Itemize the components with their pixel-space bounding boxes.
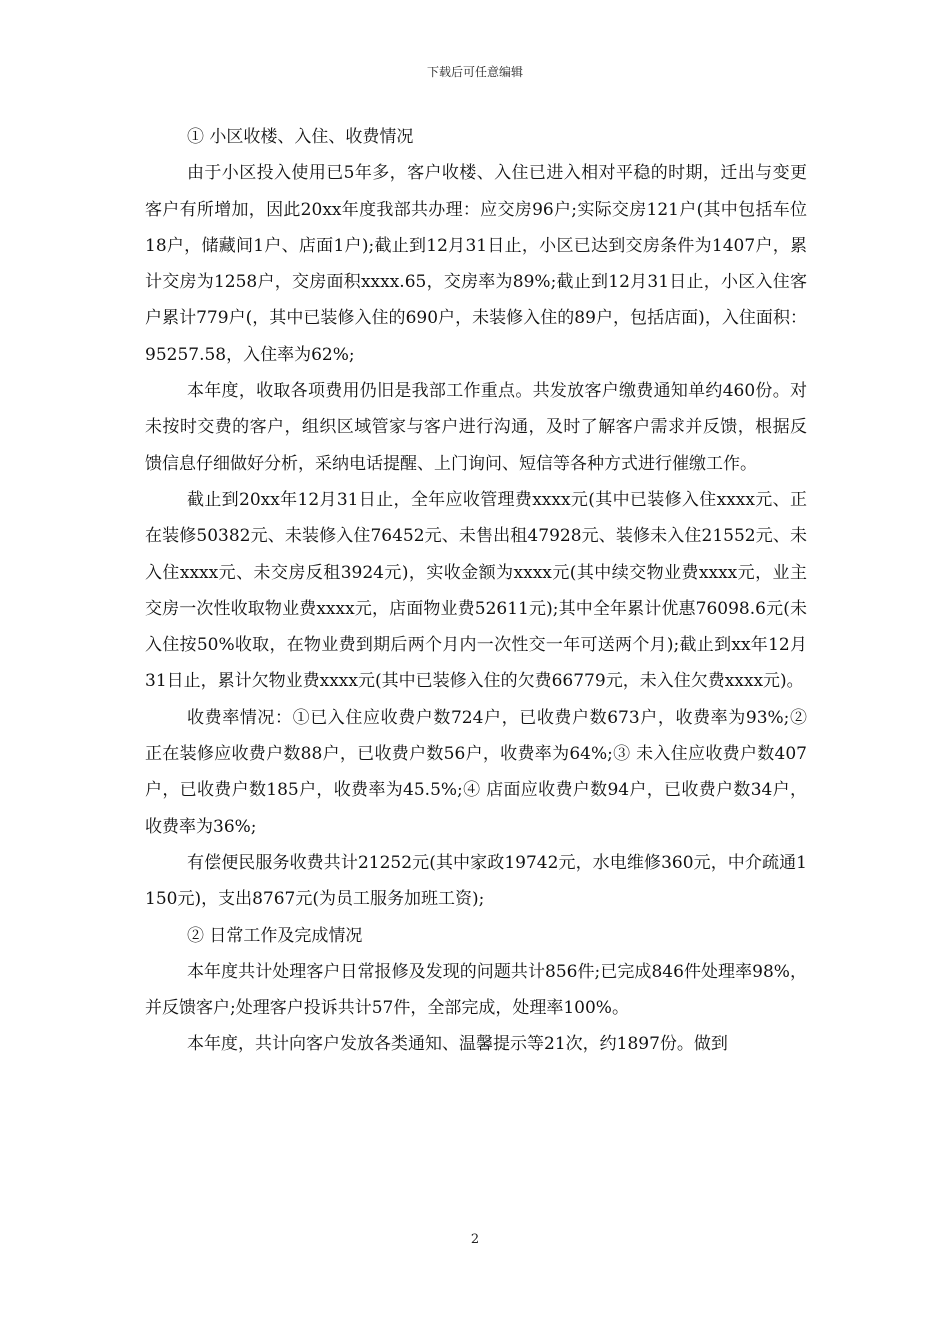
section-heading-daily-work: ② 日常工作及完成情况: [187, 925, 363, 946]
paragraph-paid-services: 有偿便民服务收费共计21252元(其中家政19742元，水电维修360元，中介疏通1150元)，支出8767元(为员工服务加班工资);: [145, 852, 807, 910]
paragraph-management-fee-totals: 截止到20xx年12月31日止，全年应收管理费xxxx元(其中已装修入住xxxx元、正在装修50382元、未装修入住76452元、未售出租47928元、装修未入住21552元、未入住xxxx元、未交房反租3924元)，实收金额为xxxx元(其中续交物业费xxxx元，业主交房一次性收取物业费xxxx元，店面物业费52611元);其中全年累计优惠76098.6元(未入住按50%收取，在物业费到期后两个月内一次性交一年可送两个月);截止到xx年12月31日止，累计欠物业费xxxx元(其中已装修入住的欠费66779元，未入住欠费xxxx元)。: [145, 489, 807, 692]
paragraph-fee-collection: 本年度，收取各项费用仍旧是我部工作重点。共发放客户缴费通知单约460份。对未按时交费的客户，组织区域管家与客户进行沟通，及时了解客户需求并反馈，根据反馈信息仔细做好分析，采纳电话提醒、上门询问、短信等各种方式进行催缴工作。: [145, 381, 807, 474]
page-number: 2: [470, 1232, 480, 1247]
page-header: 下载后可任意编辑: [426, 65, 523, 79]
paragraph-collection-rates: 收费率情况：①已入住应收费户数724户，已收费户数673户，收费率为93%;② 正在装修应收费户数88户，已收费户数56户，收费率为64%;③ 未入住应收费户数407户，已收费户数185户，收费率为45.5%;④ 店面应收费户数94户，已收费户数34户，收费率为36%;: [145, 707, 807, 837]
document-body: [145, 119, 807, 1063]
paragraph-notices: 本年度，共计向客户发放各类通知、温馨提示等21次，约1897份。做到: [187, 1034, 728, 1055]
section-heading-residence-fees: ① 小区收楼、入住、收费情况: [187, 127, 414, 147]
paragraph-handover-occupancy: 由于小区投入使用已5年多，客户收楼、入住已进入相对平稳的时期，迁出与变更客户有所增加，因此20xx年度我部共办理：应交房96户;实际交房121户(其中包括车位18户，储藏间1户、店面1户);截止到12月31日止，小区已达到交房条件为1407户，累计交房为1258户，交房面积xxxx.65，交房率为89%;截止到12月31日止，小区入住客户累计779户(，其中已装修入住的690户，未装修入住的89户，包括店面)，入住面积：95257.58，入住率为62%;: [145, 163, 807, 365]
paragraph-repairs-complaints: 本年度共计处理客户日常报修及发现的问题共计856件;已完成846件处理率98%，并反馈客户;处理客户投诉共计57件，全部完成，处理率100%。: [145, 961, 807, 1019]
